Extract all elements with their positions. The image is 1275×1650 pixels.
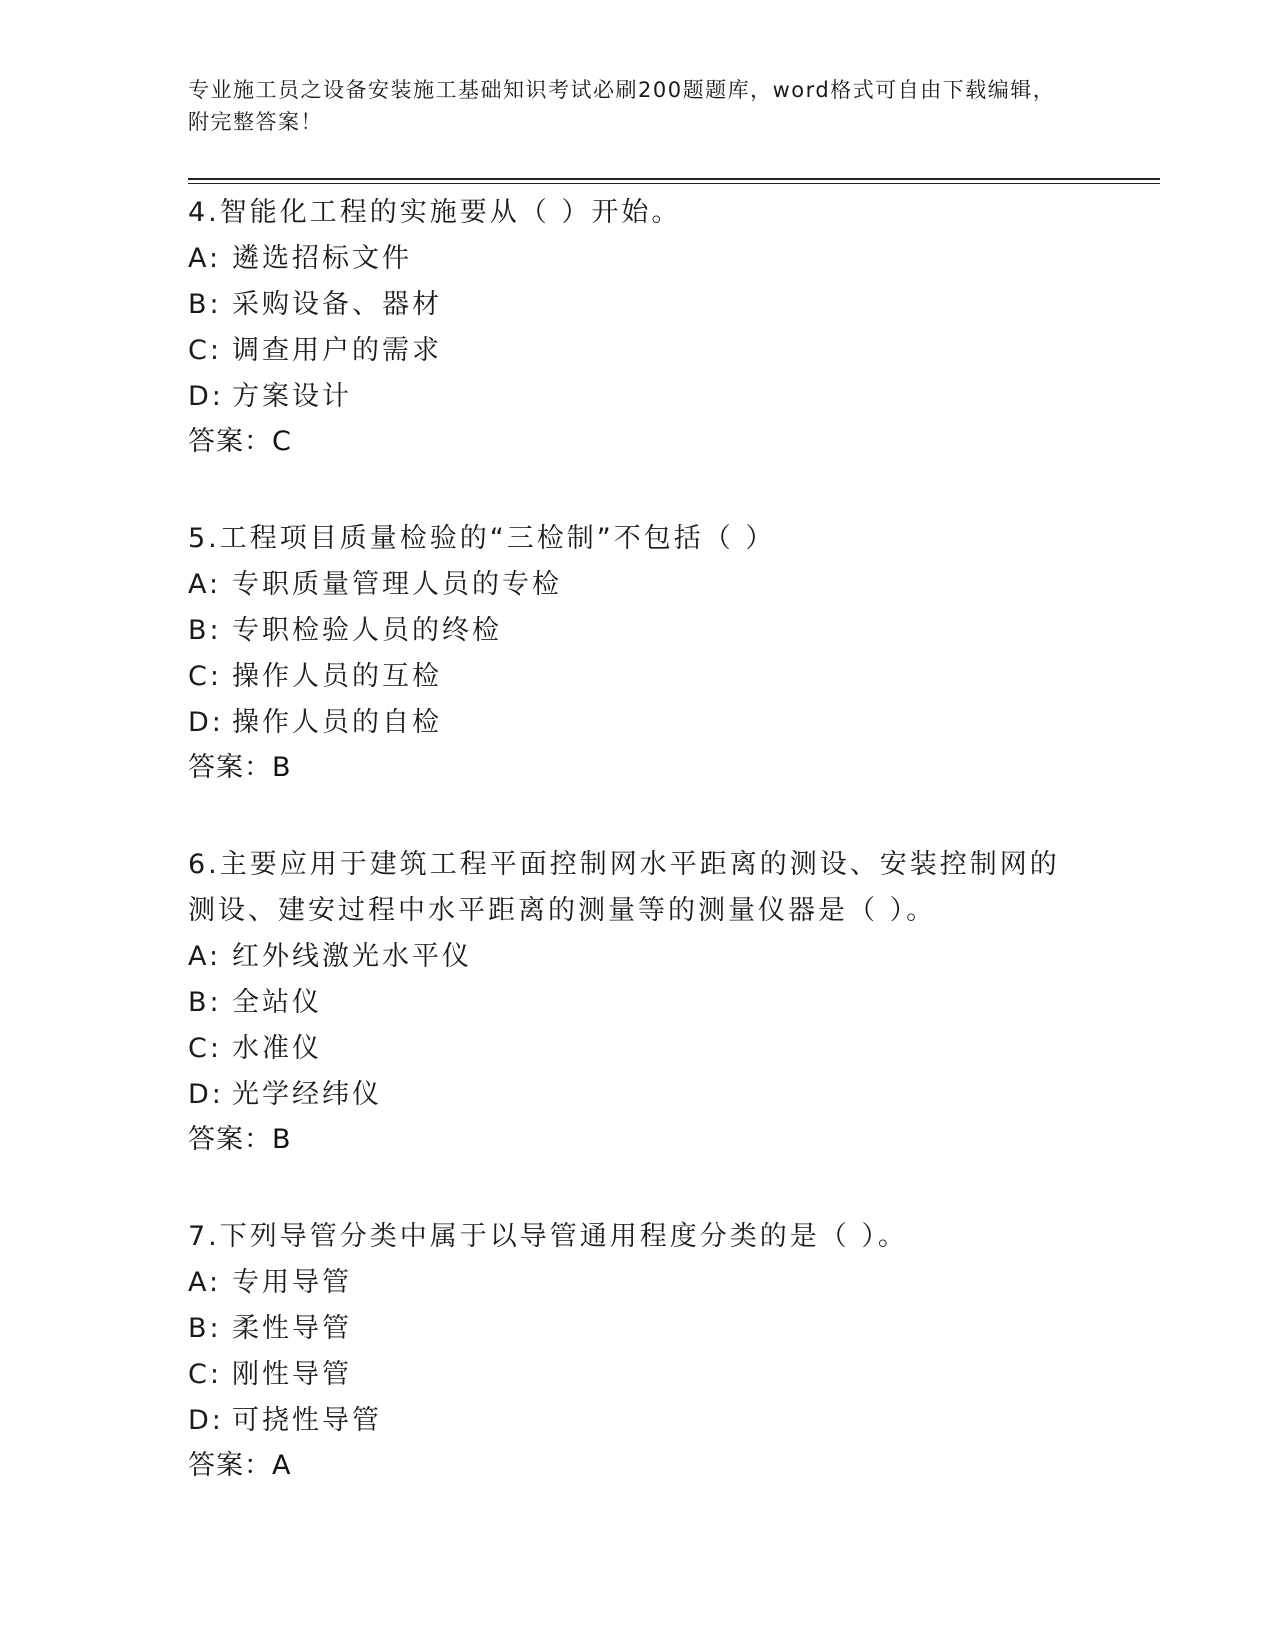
option-letter: A: — [188, 1267, 222, 1298]
question-item — [188, 516, 1088, 790]
question-item — [188, 190, 1088, 464]
option-text: 遴选招标文件 — [232, 243, 412, 274]
option-text: 可挠性导管 — [232, 1405, 382, 1436]
option-d — [188, 1398, 1088, 1444]
option-a — [188, 1260, 1088, 1306]
answer-line: 答案：A — [188, 1450, 292, 1481]
option-text: 刚性导管 — [232, 1359, 352, 1390]
option-text: 方案设计 — [232, 381, 352, 412]
option-text: 全站仪 — [232, 987, 322, 1018]
header-divider-thin — [188, 183, 1160, 184]
option-text: 光学经纬仪 — [232, 1079, 382, 1110]
option-letter: D: — [188, 1405, 224, 1436]
option-text: 专用导管 — [232, 1267, 352, 1298]
option-text: 采购设备、器材 — [232, 289, 442, 320]
option-c — [188, 654, 1088, 700]
answer-line: 答案：B — [188, 752, 292, 783]
option-b — [188, 1306, 1088, 1352]
option-b — [188, 282, 1088, 328]
option-letter: A: — [188, 569, 222, 600]
option-letter: B: — [188, 987, 222, 1018]
option-d — [188, 1072, 1088, 1118]
option-letter: C: — [188, 335, 222, 366]
option-d — [188, 700, 1088, 746]
option-letter: A: — [188, 941, 222, 972]
question-stem: 5.工程项目质量检验的“三检制”不包括（ ） — [188, 523, 776, 554]
question-stem: 6.主要应用于建筑工程平面控制网水平距离的测设、安装控制网的测设、建安过程中水平距离的测量等的测量仪器是（ ）。 — [188, 849, 1060, 926]
option-c — [188, 1352, 1088, 1398]
option-text: 操作人员的互检 — [232, 661, 442, 692]
answer-line: 答案：C — [188, 426, 292, 457]
answer-line: 答案：B — [188, 1124, 292, 1155]
option-text: 柔性导管 — [232, 1313, 352, 1344]
option-a — [188, 934, 1088, 980]
option-text: 调查用户的需求 — [232, 335, 442, 366]
option-letter: D: — [188, 1079, 224, 1110]
option-a — [188, 562, 1088, 608]
option-letter: D: — [188, 381, 224, 412]
option-c — [188, 1026, 1088, 1072]
option-b — [188, 608, 1088, 654]
option-letter: B: — [188, 289, 222, 320]
question-stem: 7.下列导管分类中属于以导管通用程度分类的是（ ）。 — [188, 1221, 908, 1252]
question-item — [188, 842, 1088, 1162]
option-a — [188, 236, 1088, 282]
header-divider-thick — [188, 178, 1160, 180]
option-text: 红外线激光水平仪 — [232, 941, 472, 972]
option-letter: C: — [188, 661, 222, 692]
option-letter: D: — [188, 707, 224, 738]
question-item — [188, 1214, 1088, 1488]
option-d — [188, 374, 1088, 420]
option-letter: C: — [188, 1033, 222, 1064]
question-stem: 4.智能化工程的实施要从（ ）开始。 — [188, 197, 682, 228]
option-letter: C: — [188, 1359, 222, 1390]
option-b — [188, 980, 1088, 1026]
option-text: 专职检验人员的终检 — [232, 615, 502, 646]
question-list — [188, 190, 1088, 1540]
option-text: 水准仪 — [232, 1033, 322, 1064]
option-letter: B: — [188, 615, 222, 646]
document-header: 专业施工员之设备安装施工基础知识考试必刷200题题库，word格式可自由下载编辑，附完整答案！ — [188, 78, 1056, 134]
option-c — [188, 328, 1088, 374]
option-letter: A: — [188, 243, 222, 274]
option-text: 专职质量管理人员的专检 — [232, 569, 562, 600]
option-letter: B: — [188, 1313, 222, 1344]
option-text: 操作人员的自检 — [232, 707, 442, 738]
